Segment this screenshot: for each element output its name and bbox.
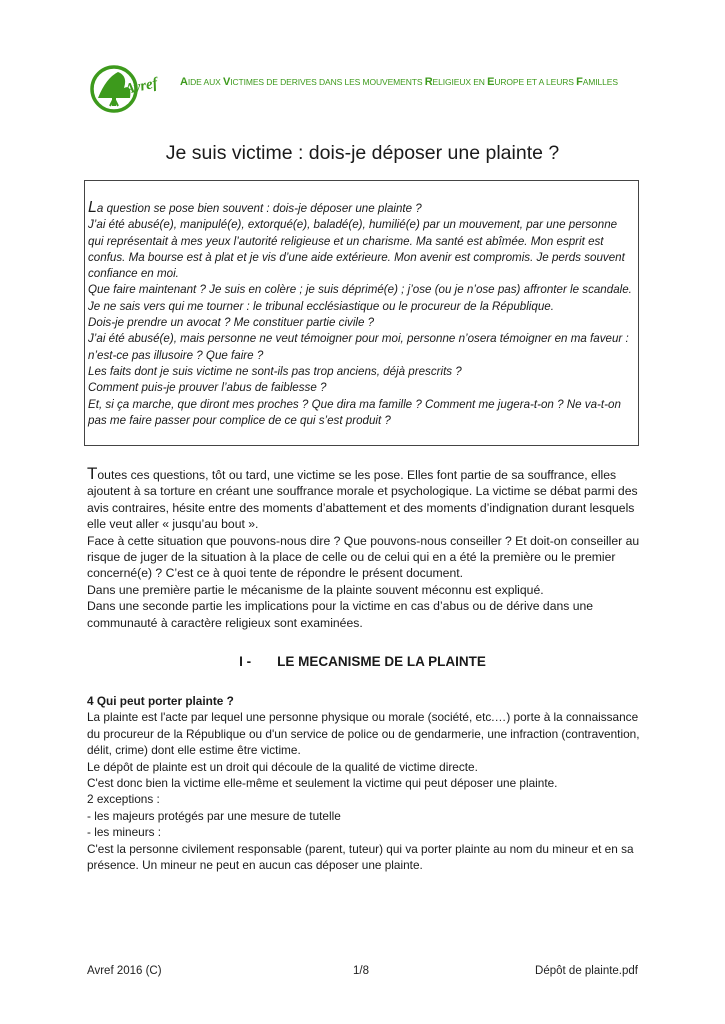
question-line: J’ai été abusé(e), manipulé(e), extorqué(e), baladé(e), humilié(e) par un mouvement, par une personne qui représentait à mes yeux l’autorité religieuse et un charisme. Ma santé est abîmée. Mon esprit est confus. Ma bourse est à plat et je vis d’une aide extérieure. Mon avenir est compromis. Je perds souvent confiance en moi. bbox=[88, 218, 625, 281]
part1-lines bbox=[87, 709, 642, 873]
section-title: LE MECANISME DE LA PLAINTE bbox=[277, 654, 486, 669]
avref-logo bbox=[88, 58, 176, 118]
org-word: ICTIMES DE DERIVES DANS LES MOUVEMENTS bbox=[230, 77, 425, 87]
introduction bbox=[87, 466, 642, 631]
intro-paragraph: Dans une seconde partie les implications pour la victime en cas d’abus ou de dérive dans une communauté à caractère religieux sont examinées. bbox=[87, 599, 594, 630]
page-number: 1/8 bbox=[353, 965, 369, 977]
intro-paragraph: Face à cette situation que pouvons-nous dire ? Que pouvons-nous conseiller ? Et doit-on conseiller au risque de juger de la situation à la place de celle ou de celui qui en a été la première ou le premier concerné(e) ? C’est ce à quoi tente de répondre le présent document. bbox=[87, 533, 640, 581]
question-line: Que faire maintenant ? Je suis en colère ; je suis déprimé(e) ; j’ose (ou je n’ose pas) affronter le scandale. Je ne sais vers qui me tourner : le tribunal ecclésiastique ou le procureur de la République. bbox=[88, 283, 632, 313]
org-initial: F bbox=[576, 76, 583, 88]
question-line: J’ai été abusé(e), mais personne ne veut témoigner pour moi, personne n’osera témoigner en ma faveur : n’est-ce pas illusoire ? Que faire ? bbox=[88, 332, 629, 362]
intro-paragraphs bbox=[87, 533, 642, 631]
org-initial: V bbox=[222, 76, 231, 88]
intro-cap: T bbox=[87, 464, 98, 483]
footer-copyright: Avref 2016 (C) bbox=[87, 965, 162, 977]
org-word: IDE AUX bbox=[187, 77, 223, 87]
questions-box bbox=[84, 180, 639, 446]
drop-cap: L bbox=[88, 199, 97, 216]
section-heading bbox=[0, 654, 725, 669]
svg-text:Avref: Avref bbox=[123, 75, 160, 98]
question-line: Les faits dont je suis victime ne sont-ils pas trop anciens, déjà prescrits ? bbox=[88, 364, 462, 378]
page-header bbox=[88, 58, 648, 118]
part1-content bbox=[87, 693, 642, 873]
question-lines bbox=[88, 217, 634, 429]
subheading: 4 Qui peut porter plainte ? bbox=[87, 694, 234, 708]
section-number: I - bbox=[239, 654, 252, 669]
file-name: Dépôt de plainte.pdf bbox=[535, 965, 638, 977]
org-initial: R bbox=[424, 76, 433, 88]
body-line: C'est donc bien la victime elle-même et seulement la victime qui peut déposer une plainte. bbox=[87, 776, 558, 791]
org-word: UROPE ET A LEURS bbox=[494, 77, 577, 87]
body-line: C'est la personne civilement responsable (parent, tuteur) qui va porter plainte au nom du mineur et en sa présence. Un mineur ne peut en aucun cas déposer une plainte. bbox=[87, 841, 634, 873]
body-line: - les mineurs : bbox=[87, 825, 162, 840]
body-line: - les majeurs protégés par une mesure de tutelle bbox=[87, 808, 341, 823]
question-line: Dois-je prendre un avocat ? Me constituer partie civile ? bbox=[88, 316, 375, 330]
intro-first-paragraph: Toutes ces questions, tôt ou tard, une victime se les pose. Elles font partie de sa souffrance, elles ajoutent à sa torture en créant une souffrance morale et psychologique. La victime se débat parmi des avis contraires, hésite entre des moments d’abattement et des moments d’indignation durant lesquels elle veut aller « jusqu’au bout ». bbox=[87, 464, 638, 532]
org-initial: A bbox=[180, 76, 188, 88]
question-intro-line: La question se pose bien souvent : dois-je déposer une plainte ? bbox=[88, 199, 422, 216]
org-word: AMILLES bbox=[582, 77, 618, 87]
question-line: Et, si ça marche, que diront mes proches ? Que dira ma famille ? Comment me jugera-t-on ? Ne va-t-on pas me faire passer pour complice de ce qui s’est produit ? bbox=[88, 397, 621, 427]
organization-name bbox=[180, 76, 618, 88]
body-line: 2 exceptions : bbox=[87, 792, 160, 807]
body-line: La plainte est l'acte par lequel une personne physique ou morale (société, etc.…) porte à la connaissance du procureur de la République ou d'un service de police ou de gendarmerie, une infraction (contravention, délit, crime) dont elle estime être victime. bbox=[87, 710, 640, 758]
body-line: Le dépôt de plainte est un droit qui découle de la qualité de victime directe. bbox=[87, 759, 478, 774]
org-initial: E bbox=[487, 76, 495, 88]
question-line: Comment puis-je prouver l’abus de faiblesse ? bbox=[88, 381, 327, 395]
org-word: ELIGIEUX EN bbox=[432, 77, 488, 87]
page-title: Je suis victime : dois-je déposer une plainte ? bbox=[165, 142, 560, 164]
intro-paragraph: Dans une première partie le mécanisme de la plainte souvent méconnu est expliqué. bbox=[87, 582, 544, 597]
